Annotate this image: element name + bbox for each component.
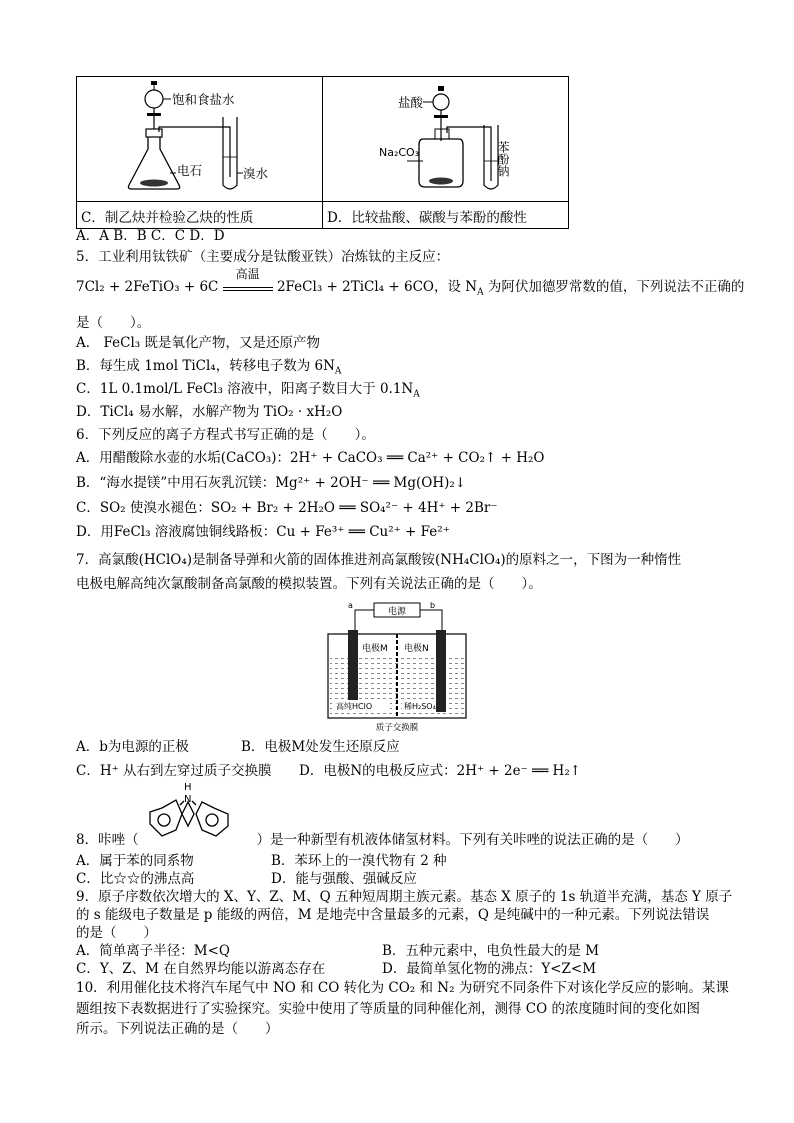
membrane-label: 质子交换膜	[375, 723, 419, 733]
q6-option-b: B．“海水提镁”中用石灰乳沉镁：Mg²⁺ + 2OH⁻ ══ Mg(OH)₂↓	[76, 475, 467, 491]
q9-stem-2: 的 s 能级电子数量是 p 能级的两倍，M 是地壳中含量最多的元素，Q 是纯碱中的一种元素。下列说法错误	[76, 907, 710, 923]
q6-option-c: C．SO₂ 使溴水褪色：SO₂ + Br₂ + 2H₂O ══ SO₄²⁻ + 4H⁺ + 2Br⁻	[76, 500, 498, 516]
label-sodium-phenoxide: 苯酚钠	[496, 141, 510, 177]
cell-d-figure	[323, 77, 569, 202]
q6-stem: 6．下列反应的离子方程式书写正确的是（ ）。	[76, 427, 375, 443]
q9-option-c: C．Y、Z、M 在自然界均能以游离态存在	[76, 961, 326, 977]
right-solution-label: 稀H₂SO₄	[404, 702, 436, 711]
q7-options-cd	[76, 762, 734, 780]
q8-option-d: D．能与强酸、强碱反应	[271, 871, 417, 887]
q4-options: A．A B．B C．C D．D	[76, 228, 225, 244]
q10-stem-2: 题组按下表数据进行了实验探究。实验中使用了等质量的同种催化剂，测得 CO 的浓度随时间的变化如图	[76, 1001, 700, 1017]
q8-option-c: C．比☆☆的沸点高	[76, 871, 195, 887]
q6-option-a: A．用醋酸除水壶的水垢(CaCO₃)：2H⁺ + CaCO₃ ══ Ca²⁺ + CO₂↑ + H₂O	[76, 450, 545, 466]
label-brine: 饱和食盐水	[172, 92, 235, 107]
q5-option-d: D．TiCl₄ 易水解，水解产物为 TiO₂ · xH₂O	[76, 404, 343, 420]
q9-stem-3: 的是（ ）	[76, 925, 157, 941]
q7-options-ab	[76, 738, 734, 756]
carbazole-h-atom: H	[184, 782, 192, 793]
label-calcium-carbide: 电石	[177, 163, 203, 178]
q5-eq-tail: 为阿伏加德罗常数的值，下列说法不正确的	[487, 279, 745, 295]
q7-stem-1: 7．高氯酸(HClO₄)是制备导弹和火箭的固体推进剂高氯酸铵(NH₄ClO₄)的原料之一，下图为一种惰性	[76, 552, 682, 568]
q7-option-a: A．b为电源的正极	[76, 739, 189, 755]
left-solution-label: 高纯HClO	[336, 702, 373, 711]
q5-option-a: A． FeCl₃ 既是氧化产物，又是还原产物	[76, 335, 321, 351]
q8-options-ab	[76, 852, 734, 870]
q5-eq-left: 7Cl₂ + 2FeTiO₃ + 6C	[76, 279, 219, 295]
acidity-apparatus-figure	[323, 77, 568, 197]
q5-equation: 7Cl₂ + 2FeTiO₃ + 6C 高温 2FeCl₃ + 2TiCl₄ + 6CO，设 $N_A$ 为阿伏加德罗常数的值，下列说法不正确的	[76, 267, 745, 298]
q9-option-d: D．最简单氢化物的沸点：Y<Z<M	[382, 961, 597, 977]
label-bromine-water: 溴水	[243, 166, 269, 181]
q8-stem-pre: 8．咔唑（	[76, 832, 139, 848]
cell-c-figure	[77, 77, 323, 202]
electrode-m-label: 电极M	[362, 644, 388, 654]
apparatus-table	[76, 76, 569, 229]
q7-option-c: C．H⁺ 从右到左穿过质子交换膜	[76, 763, 272, 779]
q7-stem-2: 电极电解高纯次氯酸制备高氯酸的模拟装置。下列有关说法正确的是（ ）。	[76, 576, 542, 592]
terminal-a-label: a	[348, 601, 353, 610]
q8-stem-post: ）是一种新型有机液体储氢材料。下列有关咔唑的说法正确的是（ ）	[256, 832, 689, 848]
terminal-b-label: b	[430, 601, 436, 610]
q5-option-b: B．每生成 1mol TiCl₄，转移电子数为 $6N_A$	[76, 358, 342, 377]
cell-c-caption: C．制乙炔并检验乙炔的性质	[77, 202, 323, 229]
acetylene-apparatus-figure	[77, 77, 322, 197]
carbazole-n-atom: N	[184, 794, 192, 805]
q5-condition: 高温	[235, 267, 260, 281]
q9-option-b: B．五种元素中，电负性最大的是 M	[382, 943, 600, 959]
q5-stem-end: 是（ ）。	[76, 315, 151, 331]
q6-option-d: D．用FeCl₃ 溶液腐蚀铜线路板：Cu + Fe³⁺ ══ Cu²⁺ + Fe²⁺	[76, 524, 450, 540]
power-source-label: 电源	[387, 607, 407, 617]
label-sodium-carbonate: Na₂CO₃	[379, 146, 420, 159]
label-hydrochloric-acid: 盐酸	[398, 95, 424, 110]
q9-options-cd	[76, 960, 734, 978]
q8-option-b: B．苯环上的一溴代物有 2 种	[271, 853, 447, 869]
q9-stem-1: 9．原子序数依次增大的 X、Y、Z、M、Q 五种短周期主族元素。基态 X 原子的 1s 轨道半充满，基态 Y 原子	[76, 889, 733, 905]
q8-option-a: A．属于苯的同系物	[76, 853, 194, 869]
q8-stem	[76, 831, 734, 849]
electrolysis-figure	[322, 596, 472, 736]
q7-option-b: B．电极M处发生还原反应	[241, 739, 400, 755]
q10-stem-3: 所示。下列说法正确的是（ ）	[76, 1021, 279, 1037]
cell-d-caption: D．比较盐酸、碳酸与苯酚的酸性	[323, 202, 569, 229]
q8-options-cd	[76, 870, 734, 888]
q10-stem-1: 10．利用催化技术将汽车尾气中 NO 和 CO 转化为 CO₂ 和 N₂ 为研究不同条件下对该化学反应的影响。某课	[76, 980, 729, 996]
q5-eq-right: 2FeCl₃ + 2TiCl₄ + 6CO，设 N	[276, 279, 478, 295]
q5-option-c: C．1L 0.1mol/L FeCl₃ 溶液中，阳离子数目大于 $0.1N_A$	[76, 381, 420, 400]
q5-eq-arrow	[223, 267, 273, 291]
electrode-n-label: 电极N	[404, 644, 429, 654]
q9-options-ab	[76, 942, 734, 960]
q7-option-d: D．电极N的电极反应式：2H⁺ + 2e⁻ ══ H₂↑	[299, 763, 582, 779]
q5-stem: 5．工业利用钛铁矿（主要成分是钛酸亚铁）冶炼钛的主反应：	[76, 249, 450, 265]
q9-option-a: A．简单离子半径：M<Q	[76, 943, 230, 959]
